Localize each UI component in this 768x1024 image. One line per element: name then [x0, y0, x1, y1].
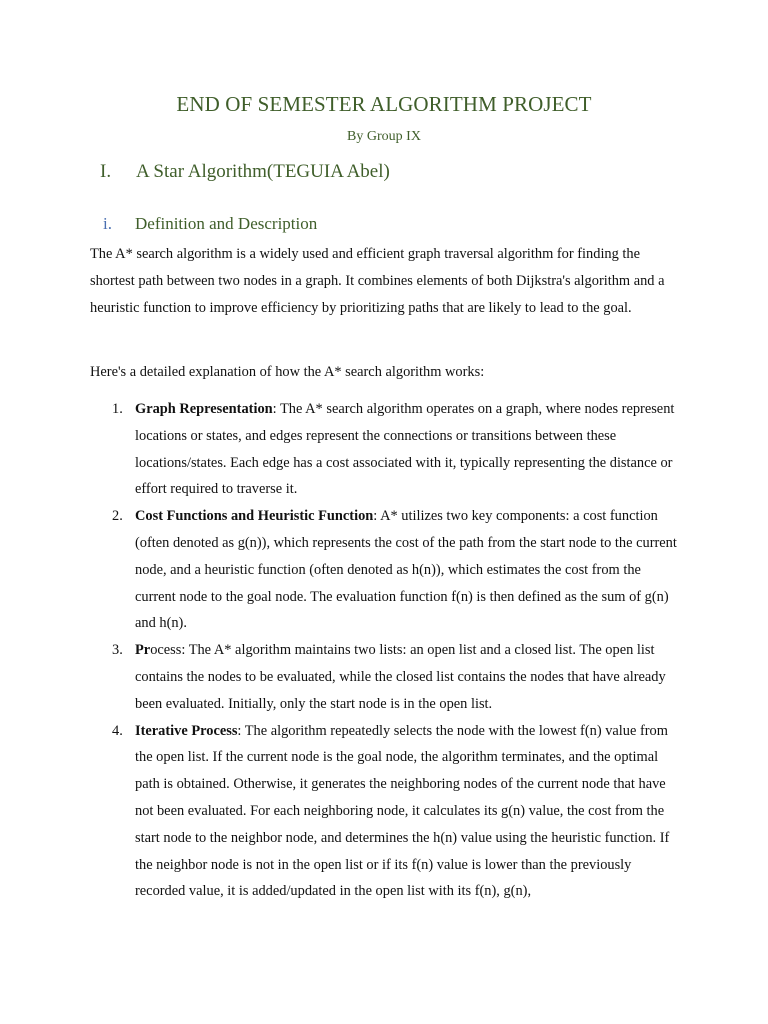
list-item-number: 1.: [112, 401, 123, 417]
list-item-term: Cost Functions and Heuristic Function: [135, 508, 374, 525]
explanation-lead: Here's a detailed explanation of how the A* search algorithm works:: [90, 364, 485, 380]
list-item-text: : The A* search algorithm operates on a graph, where nodes represent locations or states, and edges represent the connections or transitions between these locations/states. Each edge has a cost associated with it, typically representing the distance or effort required to traverse it.: [135, 401, 675, 498]
list-item: [90, 396, 680, 503]
steps-list: [90, 396, 680, 905]
list-item-term: Graph Representation: [135, 401, 273, 417]
list-item: [90, 637, 680, 717]
list-item: [90, 718, 680, 906]
document-subtitle: By Group IX: [347, 129, 421, 144]
list-item-term: Pr: [135, 642, 151, 659]
list-item-number: 4.: [112, 722, 123, 739]
list-item-number: 3.: [112, 642, 123, 659]
list-item-text: ocess: The A* algorithm maintains two lists: an open list and a closed list. The open list contains the nodes to be evaluated, while the closed list contains the nodes that have already been evaluated. Initially, only the start node is in the open list.: [135, 642, 666, 712]
subsection-number: i.: [103, 214, 112, 233]
list-item-number: 2.: [112, 508, 123, 525]
list-item-term: Iterative Process: [135, 722, 238, 739]
list-item-text: : A* utilizes two key components: a cost function (often denoted as g(n)), which represents the cost of the path from the start node to the current node, and a heuristic function (often denoted as h(n)), which estimates the cost from the current node to the goal node. The evaluation function f(n) is then defined as the sum of g(n) and h(n).: [135, 508, 677, 632]
section-heading: [100, 161, 390, 183]
subsection-heading: [103, 214, 317, 234]
list-item: [90, 503, 680, 637]
section-heading-text: A Star Algorithm(TEGUIA Abel): [136, 161, 390, 182]
subsection-heading-text: Definition and Description: [135, 214, 318, 233]
section-number: I.: [100, 161, 112, 182]
intro-paragraph: The A* search algorithm is a widely used and efficient graph traversal algorithm for finding the shortest path between two nodes in a graph. It combines elements of both Dijkstra's algorithm and a heuristic function to improve efficiency by prioritizing paths that are likely to lead to the goal.: [90, 246, 665, 316]
document-title: END OF SEMESTER ALGORITHM PROJECT: [176, 92, 592, 116]
list-item-text: : The algorithm repeatedly selects the node with the lowest f(n) value from the open list. If the current node is the goal node, the algorithm terminates, and the optimal path is obtained. Otherwise, it generates the neighboring nodes of the current node that have not been evaluated. For each neighboring node, it calculates its g(n) value, the cost from the start node to the neighbor node, and determines the h(n) value using the heuristic function. If the neighbor node is not in the open list or if its f(n) value is lower than the previously recorded value, it is added/updated in the open list with its f(n), g(n),: [135, 722, 670, 900]
